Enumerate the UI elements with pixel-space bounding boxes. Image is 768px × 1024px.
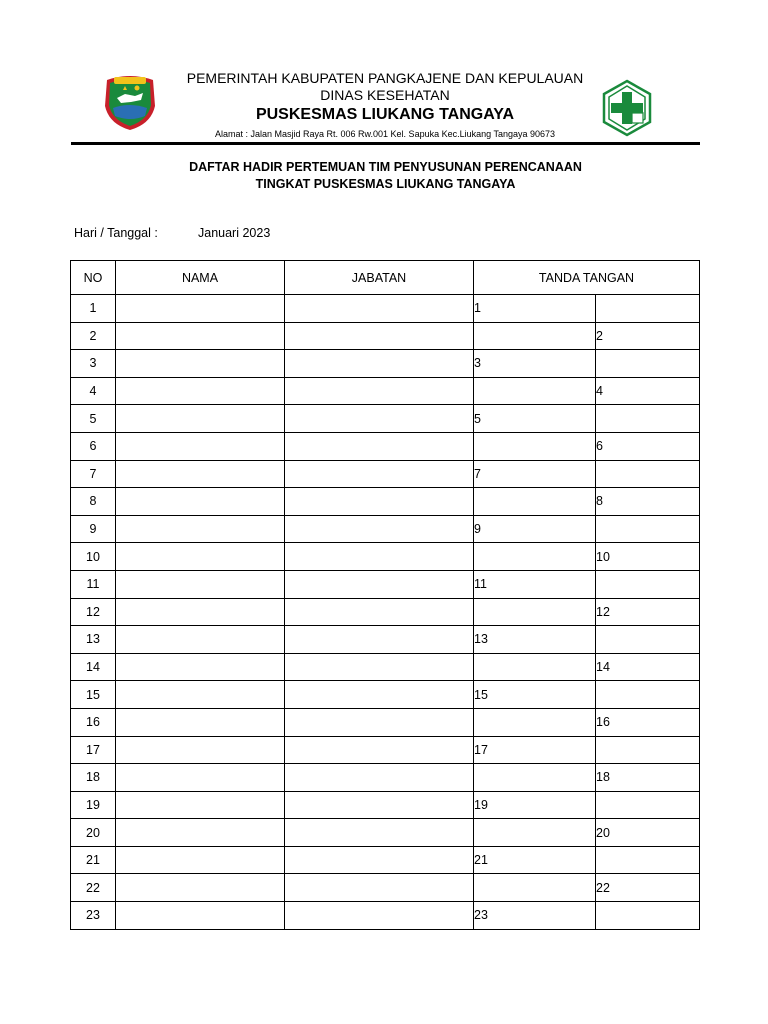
signature-cell-right[interactable]: 18 — [596, 764, 700, 792]
signature-cell-left[interactable]: 1 — [474, 295, 596, 323]
signature-cell-right[interactable] — [596, 570, 700, 598]
row-number: 23 — [71, 902, 116, 930]
signature-cell-right[interactable] — [596, 295, 700, 323]
table-row — [71, 736, 700, 764]
signature-cell-right[interactable] — [596, 681, 700, 709]
name-cell[interactable] — [116, 819, 285, 847]
name-cell[interactable] — [116, 322, 285, 350]
column-header-no: NO — [71, 261, 116, 295]
name-cell[interactable] — [116, 626, 285, 654]
signature-cell-left[interactable]: 13 — [474, 626, 596, 654]
signature-cell-left[interactable]: 23 — [474, 902, 596, 930]
name-cell[interactable] — [116, 653, 285, 681]
table-row — [71, 708, 700, 736]
header-address: Alamat : Jalan Masjid Raya Rt. 006 Rw.001 Kel. Sapuka Kec.Liukang Tangaya 90673 — [214, 129, 556, 139]
position-cell[interactable] — [285, 377, 474, 405]
table-row — [71, 764, 700, 792]
name-cell[interactable] — [116, 681, 285, 709]
position-cell[interactable] — [285, 322, 474, 350]
position-cell[interactable] — [285, 598, 474, 626]
column-header-tanda-tangan: TANDA TANGAN — [474, 261, 700, 295]
table-row — [71, 543, 700, 571]
row-number: 18 — [71, 764, 116, 792]
row-number: 6 — [71, 432, 116, 460]
signature-cell-left[interactable] — [474, 708, 596, 736]
table-row — [71, 681, 700, 709]
table-row — [71, 874, 700, 902]
row-number: 1 — [71, 295, 116, 323]
position-cell[interactable] — [285, 515, 474, 543]
name-cell[interactable] — [116, 736, 285, 764]
name-cell[interactable] — [116, 515, 285, 543]
signature-cell-right[interactable] — [596, 350, 700, 378]
signature-cell-left[interactable] — [474, 653, 596, 681]
signature-cell-left[interactable] — [474, 819, 596, 847]
name-cell[interactable] — [116, 460, 285, 488]
table-row — [71, 322, 700, 350]
position-cell[interactable] — [285, 764, 474, 792]
position-cell[interactable] — [285, 460, 474, 488]
date-value: Januari 2023 — [198, 226, 271, 240]
signature-cell-right[interactable] — [596, 791, 700, 819]
signature-cell-right[interactable] — [596, 460, 700, 488]
row-number: 17 — [71, 736, 116, 764]
table-row — [71, 488, 700, 516]
column-header-jabatan: JABATAN — [285, 261, 474, 295]
signature-cell-right[interactable]: 20 — [596, 819, 700, 847]
row-number: 19 — [71, 791, 116, 819]
row-number: 14 — [71, 653, 116, 681]
position-cell[interactable] — [285, 350, 474, 378]
table-row — [71, 570, 700, 598]
row-number: 22 — [71, 874, 116, 902]
name-cell[interactable] — [116, 488, 285, 516]
table-row — [71, 377, 700, 405]
name-cell[interactable] — [116, 405, 285, 433]
row-number: 10 — [71, 543, 116, 571]
signature-cell-right[interactable]: 14 — [596, 653, 700, 681]
signature-cell-left[interactable]: 9 — [474, 515, 596, 543]
name-cell[interactable] — [116, 902, 285, 930]
signature-cell-left[interactable]: 7 — [474, 460, 596, 488]
table-row — [71, 626, 700, 654]
signature-cell-right[interactable]: 8 — [596, 488, 700, 516]
signature-cell-right[interactable] — [596, 515, 700, 543]
signature-cell-left[interactable] — [474, 432, 596, 460]
table-row — [71, 432, 700, 460]
name-cell[interactable] — [116, 377, 285, 405]
signature-cell-right[interactable]: 16 — [596, 708, 700, 736]
position-cell[interactable] — [285, 874, 474, 902]
signature-cell-left[interactable] — [474, 377, 596, 405]
signature-cell-right[interactable] — [596, 405, 700, 433]
signature-cell-left[interactable] — [474, 543, 596, 571]
position-cell[interactable] — [285, 902, 474, 930]
signature-cell-right[interactable] — [596, 626, 700, 654]
table-row — [71, 791, 700, 819]
table-row — [71, 819, 700, 847]
name-cell[interactable] — [116, 543, 285, 571]
row-number: 11 — [71, 570, 116, 598]
position-cell[interactable] — [285, 736, 474, 764]
name-cell[interactable] — [116, 598, 285, 626]
position-cell[interactable] — [285, 681, 474, 709]
table-row — [71, 295, 700, 323]
header-divider — [71, 142, 700, 145]
row-number: 21 — [71, 846, 116, 874]
row-number: 5 — [71, 405, 116, 433]
position-cell[interactable] — [285, 570, 474, 598]
row-number: 2 — [71, 322, 116, 350]
row-number: 9 — [71, 515, 116, 543]
table-body — [71, 295, 700, 930]
table-row — [71, 460, 700, 488]
row-number: 16 — [71, 708, 116, 736]
date-label: Hari / Tanggal : — [74, 226, 158, 240]
table-header-row — [71, 261, 700, 295]
attendance-table — [70, 260, 700, 930]
row-number: 8 — [71, 488, 116, 516]
signature-cell-left[interactable] — [474, 488, 596, 516]
signature-cell-left[interactable]: 15 — [474, 681, 596, 709]
table-row — [71, 405, 700, 433]
signature-cell-left[interactable]: 17 — [474, 736, 596, 764]
signature-cell-right[interactable] — [596, 902, 700, 930]
position-cell[interactable] — [285, 819, 474, 847]
signature-cell-left[interactable]: 3 — [474, 350, 596, 378]
table-row — [71, 653, 700, 681]
row-number: 20 — [71, 819, 116, 847]
table-row — [71, 515, 700, 543]
name-cell[interactable] — [116, 846, 285, 874]
signature-cell-right[interactable] — [596, 736, 700, 764]
signature-cell-left[interactable] — [474, 874, 596, 902]
name-cell[interactable] — [116, 432, 285, 460]
signature-cell-right[interactable]: 2 — [596, 322, 700, 350]
table-row — [71, 350, 700, 378]
signature-cell-right[interactable]: 12 — [596, 598, 700, 626]
position-cell[interactable] — [285, 295, 474, 323]
header-department-line: DINAS KESEHATAN — [320, 87, 450, 103]
column-header-nama: NAMA — [116, 261, 285, 295]
document-title-line1: DAFTAR HADIR PERTEMUAN TIM PENYUSUNAN PERENCANAAN — [189, 160, 582, 174]
row-number: 13 — [71, 626, 116, 654]
signature-cell-left[interactable]: 5 — [474, 405, 596, 433]
name-cell[interactable] — [116, 350, 285, 378]
row-number: 15 — [71, 681, 116, 709]
position-cell[interactable] — [285, 846, 474, 874]
signature-cell-left[interactable]: 19 — [474, 791, 596, 819]
puskesmas-cross-icon — [598, 79, 656, 137]
signature-cell-right[interactable]: 10 — [596, 543, 700, 571]
table-row — [71, 598, 700, 626]
position-cell[interactable] — [285, 653, 474, 681]
position-cell[interactable] — [285, 791, 474, 819]
row-number: 3 — [71, 350, 116, 378]
row-number: 4 — [71, 377, 116, 405]
name-cell[interactable] — [116, 570, 285, 598]
position-cell[interactable] — [285, 405, 474, 433]
signature-cell-left[interactable]: 11 — [474, 570, 596, 598]
header-government-line: PEMERINTAH KABUPATEN PANGKAJENE DAN KEPULAUAN — [186, 70, 584, 86]
header-institution-name: PUSKESMAS LIUKANG TANGAYA — [255, 106, 515, 123]
table-row — [71, 846, 700, 874]
position-cell[interactable] — [285, 543, 474, 571]
name-cell[interactable] — [116, 874, 285, 902]
signature-cell-right[interactable]: 4 — [596, 377, 700, 405]
signature-cell-right[interactable]: 22 — [596, 874, 700, 902]
signature-cell-left[interactable] — [474, 322, 596, 350]
row-number: 12 — [71, 598, 116, 626]
signature-cell-right[interactable]: 6 — [596, 432, 700, 460]
position-cell[interactable] — [285, 488, 474, 516]
signature-cell-left[interactable] — [474, 764, 596, 792]
name-cell[interactable] — [116, 708, 285, 736]
document-title-line2: TINGKAT PUSKESMAS LIUKANG TANGAYA — [255, 177, 516, 191]
signature-cell-left[interactable] — [474, 598, 596, 626]
table-row — [71, 902, 700, 930]
name-cell[interactable] — [116, 791, 285, 819]
name-cell[interactable] — [116, 764, 285, 792]
signature-cell-left[interactable]: 21 — [474, 846, 596, 874]
row-number: 7 — [71, 460, 116, 488]
position-cell[interactable] — [285, 708, 474, 736]
name-cell[interactable] — [116, 295, 285, 323]
position-cell[interactable] — [285, 626, 474, 654]
signature-cell-right[interactable] — [596, 846, 700, 874]
position-cell[interactable] — [285, 432, 474, 460]
